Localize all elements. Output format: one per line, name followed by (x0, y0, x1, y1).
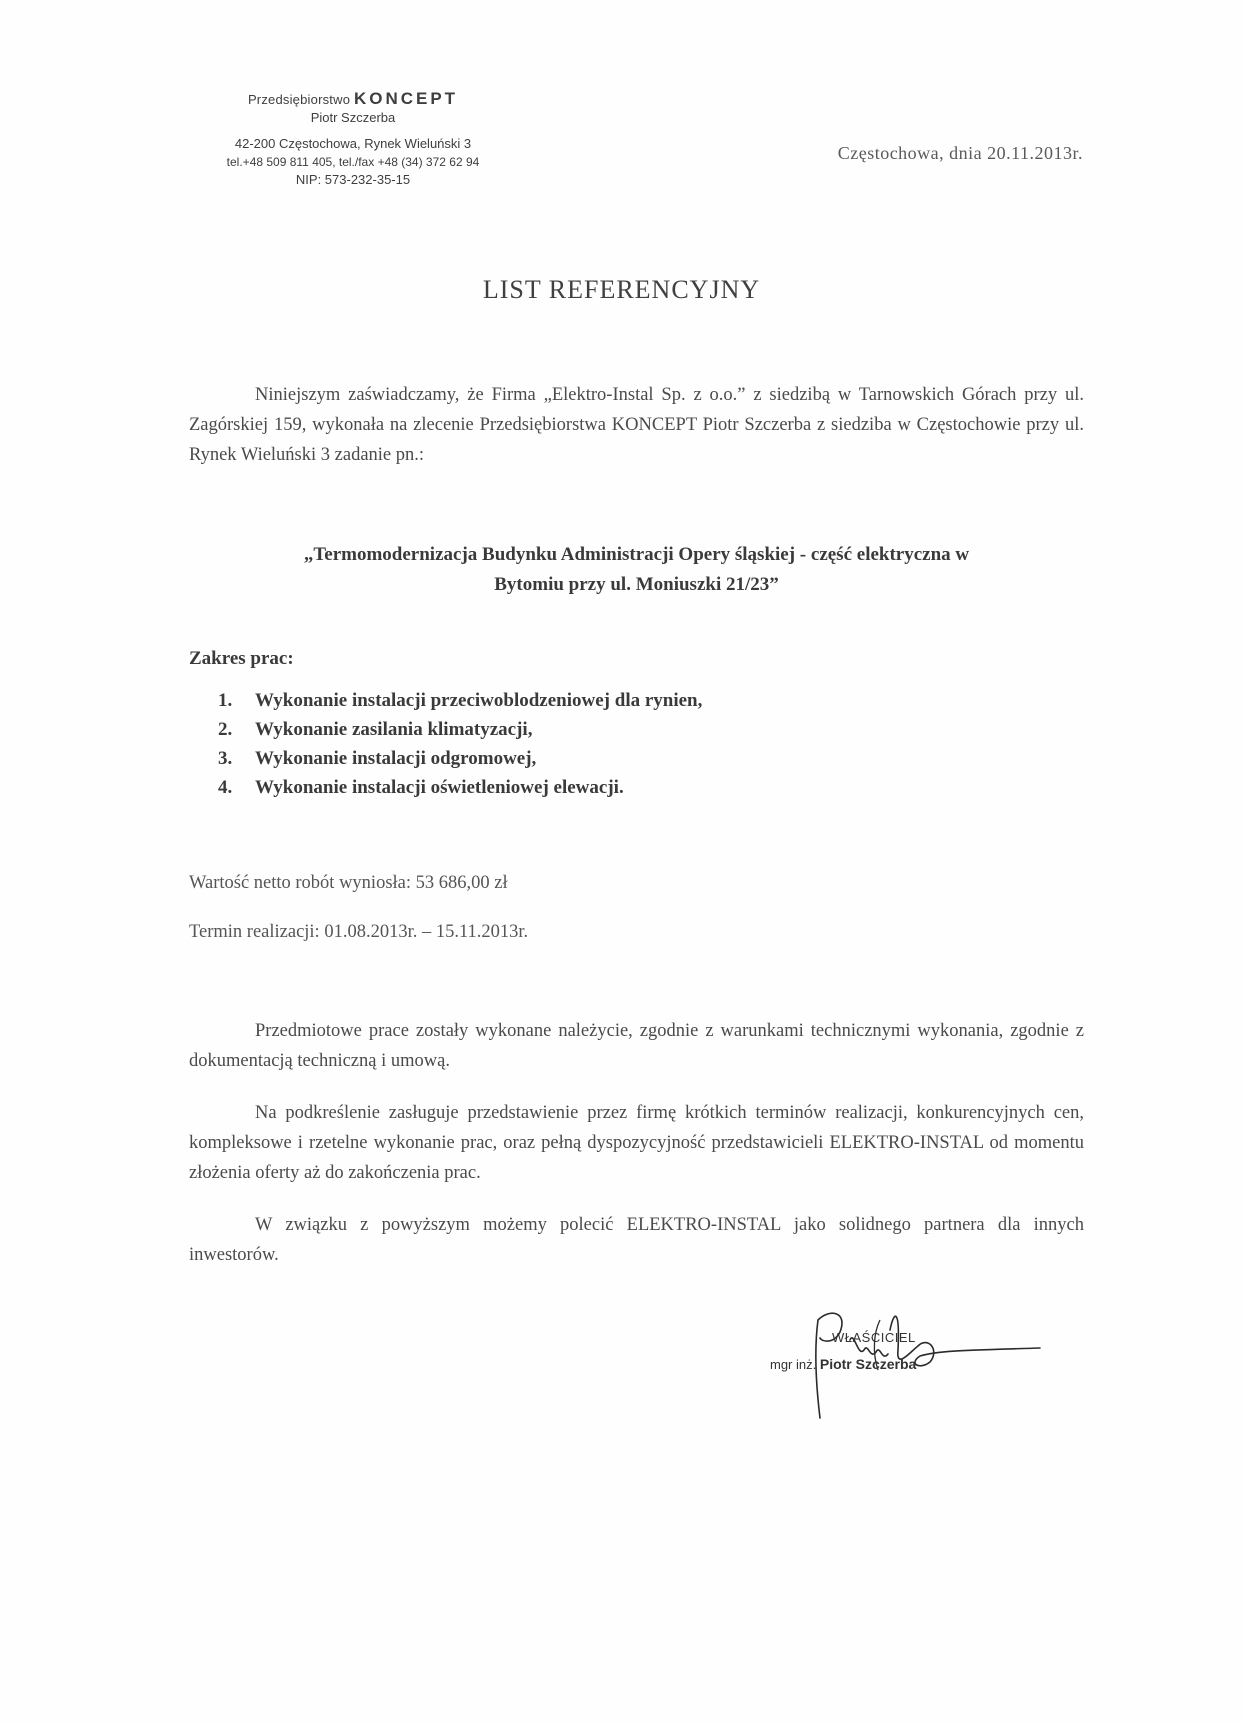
scope-item-text: Wykonanie instalacji przeciwoblodzeniowej dla rynien, (255, 690, 703, 711)
stamp-address: 42-200 Częstochowa, Rynek Wieluński 3 (234, 136, 472, 151)
stamp-owner: Piotr Szczerba (310, 110, 396, 125)
scope-item-number: 1. (218, 690, 233, 711)
stamp-nip: NIP: 573-232-35-15 (295, 172, 411, 187)
scope-item (218, 686, 702, 715)
stamp-prefix: Przedsiębiorstwo (247, 92, 351, 107)
project-name (189, 540, 1084, 600)
stamp-brand: KONCEPT (353, 89, 459, 108)
scope-item-text: Wykonanie instalacji oświetleniowej elewacji. (255, 777, 624, 798)
scope-item-number: 4. (218, 777, 233, 798)
completion-term-line: Termin realizacji: 01.08.2013r. – 15.11.2013r. (189, 922, 529, 942)
scope-item-text: Wykonanie instalacji odgromowej, (255, 748, 537, 769)
signature-name: Piotr Szczerba (819, 1356, 917, 1372)
signature-role: WŁAŚCICIEL (832, 1330, 916, 1345)
scope-item-number: 3. (218, 748, 233, 769)
net-value-line: Wartość netto robót wyniosła: 53 686,00 zł (189, 873, 508, 893)
signature-name-line (770, 1356, 916, 1372)
letter-title: LIST REFERENCYJNY (482, 275, 761, 304)
intro-paragraph: Niniejszym zaświadczamy, że Firma „Elektro-Instal Sp. z o.o.” z siedzibą w Tarnowskich Górach przy ul. Zagórskiej 159, wykonała na zlecenie Przedsiębiorstwa KONCEPT Piotr Szczerba z siedziba w Częstochowie przy ul. Rynek Wieluński 3 zadanie pn.: (189, 385, 1084, 465)
scope-item (218, 773, 702, 802)
scope-item-number: 2. (218, 719, 233, 740)
scope-item (218, 715, 702, 744)
signature-title-prefix: mgr inż. (770, 1357, 817, 1372)
scope-heading: Zakres prac: (189, 648, 294, 669)
letter-date: Częstochowa, dnia 20.11.2013r. (837, 143, 1083, 163)
body-paragraph-1: Przedmiotowe prace zostały wykonane należycie, zgodnie z warunkami technicznymi wykonania, zgodnie z dokumentacją techniczną i umową. (189, 1021, 1084, 1071)
scope-item-text: Wykonanie zasilania klimatyzacji, (255, 719, 533, 740)
stamp-phones: tel.+48 509 811 405, tel./fax +48 (34) 372 62 94 (226, 155, 480, 169)
scope-item (218, 744, 702, 773)
scope-list (218, 686, 702, 802)
signature-stamp (770, 1290, 1070, 1440)
project-name-line-1: „Termomodernizacja Budynku Administracji Opery śląskiej - część elektryczna w (303, 544, 970, 565)
body-paragraph-2: Na podkreślenie zasługuje przedstawienie przez firmę krótkich terminów realizacji, konkurencyjnych cen, kompleksowe i rzetelne wykonanie prac, oraz pełną dyspozycyjność przedstawicieli ELEKTRO-INSTAL od momentu złożenia oferty aż do zakończenia prac. (189, 1103, 1084, 1183)
project-name-line-2: Bytomiu przy ul. Moniuszki 21/23” (494, 574, 779, 595)
company-stamp (178, 90, 528, 189)
body-paragraph-3: W związku z powyższym możemy polecić ELEKTRO-INSTAL jako solidnego partnera dla innych inwestorów. (189, 1215, 1084, 1265)
